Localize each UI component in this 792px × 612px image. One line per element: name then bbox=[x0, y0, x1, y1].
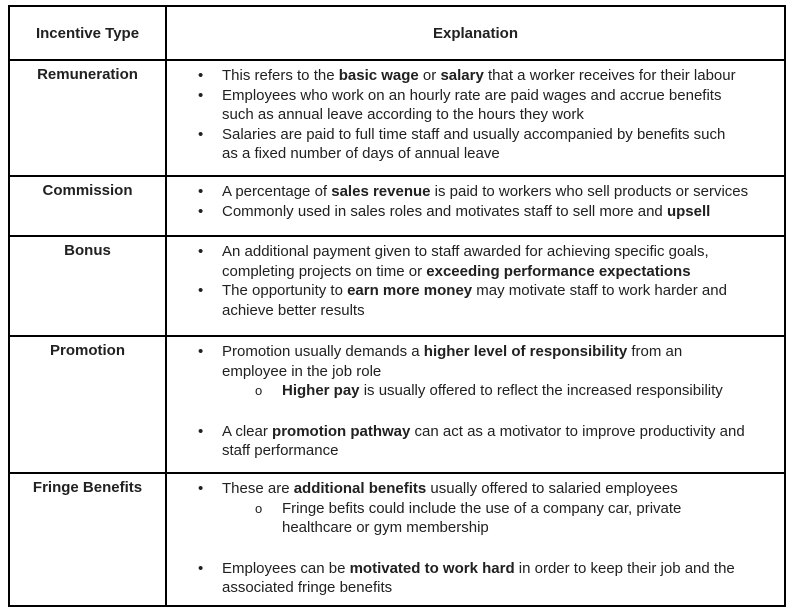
table-row bbox=[9, 176, 785, 236]
text-line bbox=[222, 559, 784, 579]
bullet-icon: • bbox=[198, 422, 204, 440]
text-line bbox=[282, 518, 784, 538]
incentive-type-cell: Promotion bbox=[9, 336, 166, 473]
text-segment: Fringe befits could include the use of a company car, private bbox=[282, 499, 682, 517]
text-line bbox=[222, 125, 784, 145]
text-segment: Commonly used in sales roles and motivates staff to sell more and bbox=[222, 202, 667, 220]
incentive-type-cell: Commission bbox=[9, 176, 166, 236]
bullet-icon: • bbox=[198, 67, 204, 84]
bullet-text bbox=[222, 479, 784, 499]
text-line bbox=[222, 578, 784, 598]
text-segment: Employees who work on an hourly rate are paid wages and accrue benefits bbox=[222, 86, 722, 104]
table-row bbox=[9, 236, 785, 336]
text-segment: These are bbox=[222, 480, 294, 497]
text-line bbox=[222, 262, 784, 282]
bullet-icon: • bbox=[198, 243, 204, 260]
bullet-icon: • bbox=[198, 343, 204, 360]
text-line bbox=[222, 144, 784, 164]
sub-bullet-icon: o bbox=[255, 500, 263, 516]
text-segment: An additional payment given to staff awarded for achieving specific goals, bbox=[222, 243, 709, 260]
bullet-item bbox=[167, 559, 784, 598]
bullet-text bbox=[222, 125, 784, 164]
bullet-text bbox=[222, 86, 784, 125]
text-segment: The opportunity to bbox=[222, 282, 348, 299]
text-line bbox=[222, 202, 784, 222]
text-segment: such as annual leave according to the hours they work bbox=[222, 106, 584, 123]
text-segment: employee in the job role bbox=[222, 362, 382, 380]
text-segment: A clear bbox=[222, 422, 273, 440]
table-body bbox=[9, 60, 785, 606]
incentive-type-cell: Remuneration bbox=[9, 60, 166, 176]
text-line bbox=[222, 441, 784, 461]
table-row bbox=[9, 60, 785, 176]
text-line bbox=[222, 242, 784, 262]
bullet-icon: • bbox=[198, 183, 204, 200]
bullet-item bbox=[167, 422, 784, 461]
bullet-item bbox=[167, 499, 784, 538]
text-segment: exceeding performance expectations bbox=[426, 262, 691, 280]
text-segment: Salaries are paid to full time staff and usually accompanied by benefits such bbox=[222, 125, 726, 143]
bullet-text bbox=[282, 381, 784, 401]
explanation-cell bbox=[166, 336, 785, 473]
text-segment: is paid to workers who sell products or services bbox=[430, 183, 749, 200]
bullet-item bbox=[167, 86, 784, 125]
text-segment: usually offered to salaried employees bbox=[426, 480, 678, 497]
explanation-cell bbox=[166, 60, 785, 176]
text-segment: as a fixed number of days of annual leave bbox=[222, 145, 500, 162]
text-segment: achieve better results bbox=[222, 301, 365, 319]
text-segment: is usually offered to reflect the increased responsibility bbox=[359, 382, 723, 399]
text-line bbox=[222, 479, 784, 499]
text-line bbox=[222, 182, 784, 202]
bullet-item bbox=[167, 125, 784, 164]
table-row bbox=[9, 473, 785, 606]
text-segment: earn more money bbox=[347, 282, 473, 299]
bullet-text bbox=[222, 182, 784, 202]
text-line bbox=[222, 362, 784, 382]
bullet-text bbox=[222, 202, 784, 222]
incentive-type-cell: Bonus bbox=[9, 236, 166, 336]
bullet-item bbox=[167, 182, 784, 202]
bullet-icon: • bbox=[198, 202, 204, 220]
text-line bbox=[222, 66, 784, 86]
explanation-cell bbox=[166, 236, 785, 336]
bullet-text bbox=[222, 242, 784, 281]
table-row bbox=[9, 336, 785, 473]
text-segment: staff performance bbox=[222, 442, 339, 459]
header-cell-explanation: Explanation bbox=[166, 6, 785, 60]
bullet-item bbox=[167, 381, 784, 401]
text-segment: upsell bbox=[666, 202, 711, 220]
text-segment: additional benefits bbox=[293, 480, 427, 497]
header-cell-incentive-type: Incentive Type bbox=[9, 6, 166, 60]
text-line bbox=[222, 342, 784, 362]
text-line bbox=[222, 105, 784, 125]
bullet-text bbox=[222, 66, 784, 86]
text-line bbox=[282, 499, 784, 519]
bullet-item bbox=[167, 66, 784, 86]
text-segment: from an bbox=[627, 343, 683, 360]
bullet-icon: • bbox=[198, 125, 204, 143]
sub-bullet-icon: o bbox=[255, 383, 263, 398]
bullet-item bbox=[167, 281, 784, 320]
text-segment: This refers to the bbox=[222, 67, 339, 84]
text-line bbox=[282, 381, 784, 401]
text-line bbox=[222, 301, 784, 321]
text-line bbox=[222, 422, 784, 442]
text-segment: can act as a motivator to improve productivity and bbox=[410, 422, 745, 440]
text-segment: promotion pathway bbox=[272, 422, 411, 440]
bullet-item bbox=[167, 342, 784, 381]
text-segment: Higher pay bbox=[282, 382, 360, 399]
bullet-text bbox=[282, 499, 784, 538]
bullet-item bbox=[167, 479, 784, 499]
bullet-text bbox=[222, 559, 784, 598]
text-line bbox=[222, 281, 784, 301]
table-header-row bbox=[9, 6, 785, 60]
text-segment: basic wage bbox=[338, 67, 419, 84]
text-segment: sales revenue bbox=[331, 183, 431, 200]
text-segment: associated fringe benefits bbox=[222, 579, 393, 596]
text-segment: higher level of responsibility bbox=[423, 343, 628, 360]
text-segment: motivated to work hard bbox=[349, 559, 515, 577]
bullet-text bbox=[222, 422, 784, 461]
explanation-cell bbox=[166, 473, 785, 606]
text-line bbox=[222, 86, 784, 106]
text-segment: Promotion usually demands a bbox=[222, 343, 424, 360]
text-segment: that a worker receives for their labour bbox=[483, 67, 736, 84]
text-segment: healthcare or gym membership bbox=[282, 519, 489, 536]
incentive-table bbox=[8, 5, 786, 607]
text-segment: or bbox=[418, 67, 441, 84]
bullet-text bbox=[222, 342, 784, 381]
bullet-text bbox=[222, 281, 784, 320]
text-segment: completing projects on time or bbox=[222, 262, 427, 280]
text-segment: A percentage of bbox=[222, 183, 332, 200]
bullet-item bbox=[167, 202, 784, 222]
bullet-icon: • bbox=[198, 559, 204, 577]
explanation-cell bbox=[166, 176, 785, 236]
bullet-icon: • bbox=[198, 480, 204, 497]
text-segment: Employees can be bbox=[222, 559, 350, 577]
text-segment: may motivate staff to work harder and bbox=[472, 282, 727, 299]
bullet-icon: • bbox=[198, 282, 204, 299]
bullet-icon: • bbox=[198, 86, 204, 104]
bullet-item bbox=[167, 242, 784, 281]
text-segment: salary bbox=[440, 67, 484, 84]
text-segment: in order to keep their job and the bbox=[514, 559, 735, 577]
incentive-type-cell: Fringe Benefits bbox=[9, 473, 166, 606]
